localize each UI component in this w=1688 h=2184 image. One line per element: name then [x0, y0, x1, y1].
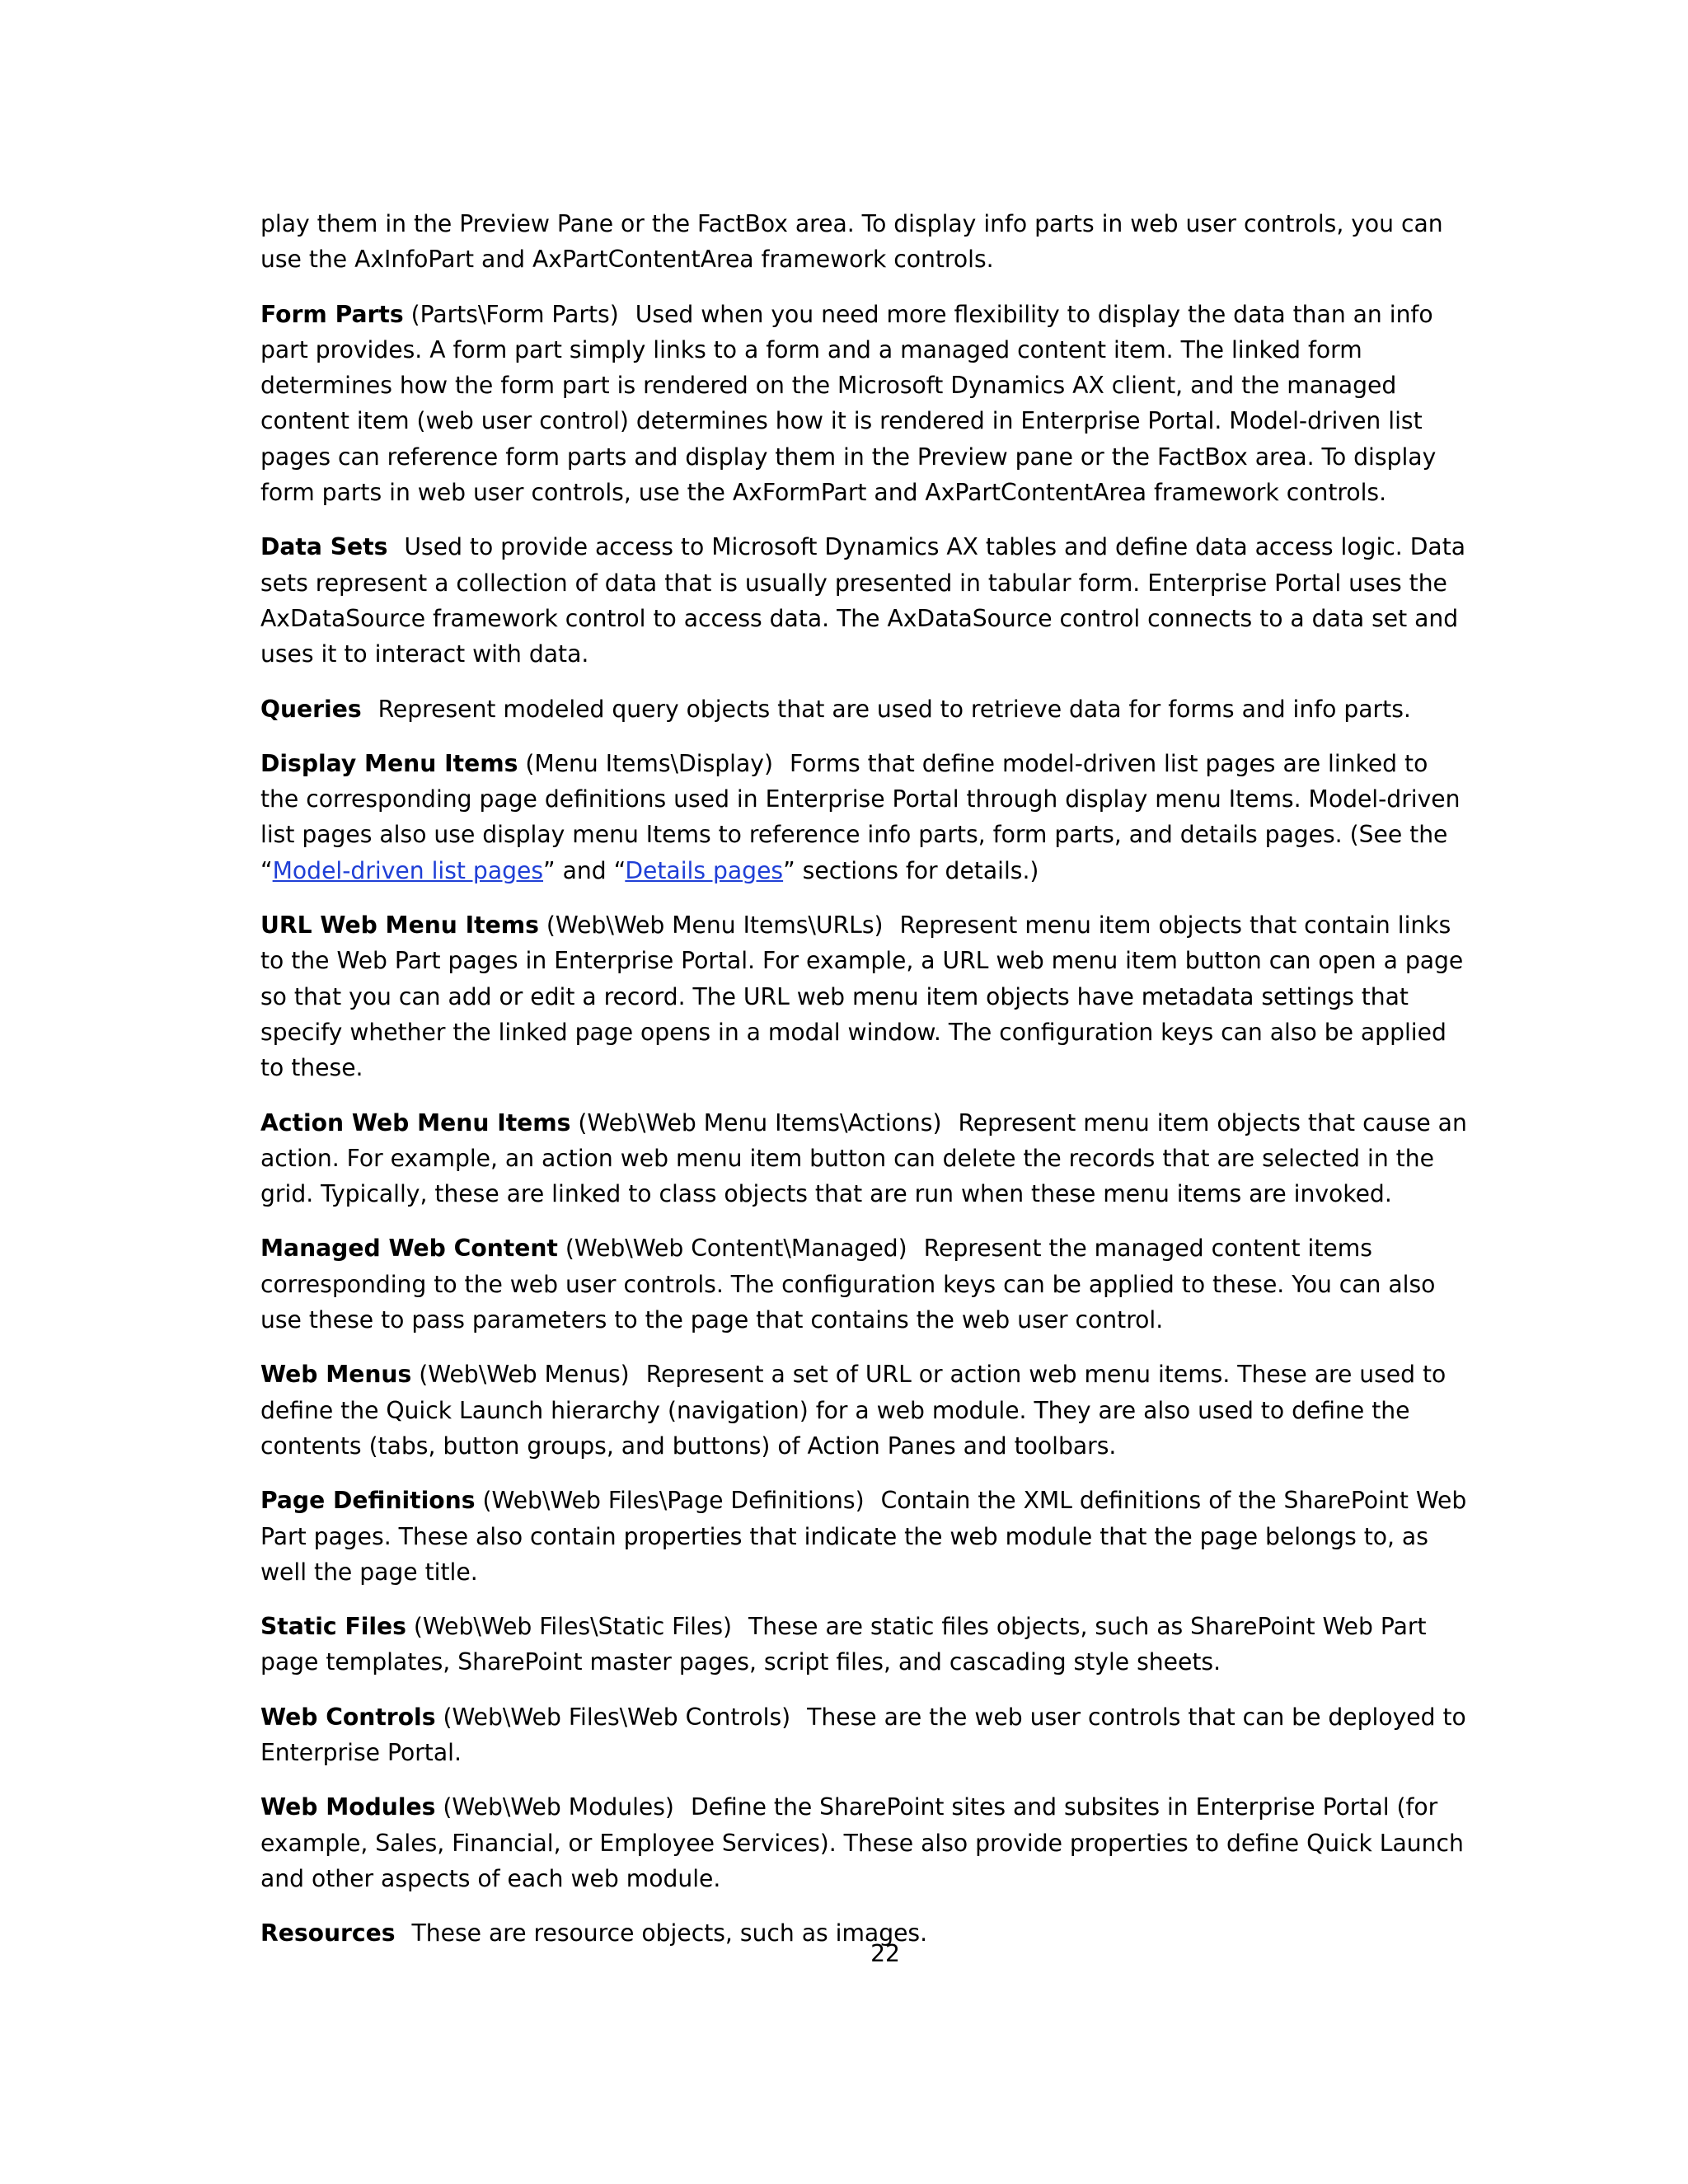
entry-term: Web Controls: [260, 1703, 436, 1731]
entry-path: (Menu Items\Display): [525, 749, 773, 777]
entry-term: Web Modules: [260, 1793, 436, 1821]
entry-path: (Web\Web Files\Static Files): [413, 1613, 733, 1641]
entry-description: Represent a set of URL or action web menu items. These are used to define the Quick Launch hierarchy (navigation) for a web module. They are also used to define the contents (tabs, button groups, and buttons) of Action Panes and toolbars.: [260, 1361, 1447, 1460]
entry-static-files: [260, 1609, 1472, 1680]
entry-web-menus: [260, 1357, 1472, 1464]
entry-term: Data Sets: [260, 533, 388, 561]
entry-term: Resources: [260, 1919, 396, 1947]
entry-term: Static Files: [260, 1613, 406, 1641]
entry-path: (Web\Web Files\Page Definitions): [482, 1487, 865, 1515]
entry-description: Represent the managed content items corresponding to the web user controls. The configuration keys can be applied to these. You can also use these to pass parameters to the page that contains the web user control.: [260, 1235, 1436, 1334]
details-pages-link[interactable]: Details pages: [625, 856, 784, 884]
entry-form-parts: [260, 297, 1472, 511]
entry-description: Represent menu item objects that cause an action. For example, an action web menu item button can delete the records that are selected in the grid. Typically, these are linked to class objects that are run when these menu items are invoked.: [260, 1108, 1467, 1208]
entry-path: (Parts\Form Parts): [410, 300, 619, 328]
intro-text: play them in the Preview Pane or the FactBox area. To display info parts in web user controls, you can use the AxInfoPart and AxPartContentArea framework controls.: [260, 210, 1443, 274]
page-number: 22: [870, 1940, 900, 1967]
entry-term: Managed Web Content: [260, 1235, 558, 1263]
entry-term: Web Menus: [260, 1361, 412, 1389]
entry-managed-web-content: [260, 1230, 1472, 1338]
entry-description-end: ” sections for details.): [783, 856, 1039, 884]
entry-term: Action Web Menu Items: [260, 1108, 571, 1137]
entry-description: Used when you need more flexibility to display the data than an info part provides. A form part simply links to a form and a managed content item. The linked form determines how the form part is rendered on the Microsoft Dynamics AX client, and the managed content item (web user control) determines how it is rendered in Enterprise Portal. Model-driven list pages can reference form parts and display them in the Preview pane or the FactBox area. To display form parts in web user controls, use the AxFormPart and AxPartContentArea framework controls.: [260, 300, 1437, 507]
entry-description-middle: ” and “: [543, 856, 626, 884]
entry-action-web-menu-items: [260, 1105, 1472, 1212]
entry-description: Contain the XML definitions of the SharePoint Web Part pages. These also contain properties that indicate the web module that the page belongs to, as well the page title.: [260, 1487, 1467, 1586]
entry-data-sets: [260, 529, 1472, 672]
entry-description: These are static files objects, such as SharePoint Web Part page templates, SharePoint master pages, script files, and cascading style sheets.: [260, 1613, 1427, 1676]
entry-page-definitions: [260, 1483, 1472, 1590]
entry-web-controls: [260, 1699, 1472, 1771]
entry-description: Represent modeled query objects that are used to retrieve data for forms and info parts.: [377, 695, 1411, 723]
document-body: [260, 206, 1472, 1970]
entry-description: These are the web user controls that can be deployed to Enterprise Portal.: [260, 1703, 1466, 1766]
entry-web-modules: [260, 1789, 1472, 1896]
intro-paragraph: [260, 206, 1472, 278]
model-driven-list-pages-link[interactable]: Model-driven list pages: [272, 856, 544, 884]
entry-queries: [260, 691, 1472, 727]
entry-description: Forms that define model-driven list pages are linked to the corresponding page definitions used in Enterprise Portal through display menu Items. Model-driven list pages also use display menu Items to reference info parts, form parts, and details pages. (See the “: [260, 749, 1461, 884]
entry-term: Display Menu Items: [260, 749, 518, 777]
entry-path: (Web\Web Menu Items\URLs): [546, 912, 884, 940]
entry-description: Define the SharePoint sites and subsites in Enterprise Portal (for example, Sales, Financial, or Employee Services). These also provide properties to define Quick Launch and other aspects of each web module.: [260, 1793, 1464, 1892]
entry-path: (Web\Web Files\Web Controls): [443, 1703, 791, 1731]
entry-path: (Web\Web Content\Managed): [565, 1235, 907, 1263]
entry-description: Represent menu item objects that contain links to the Web Part pages in Enterprise Portal. For example, a URL web menu item button can open a page so that you can add or edit a record. The URL web menu item objects have metadata settings that specify whether the linked page opens in a modal window. The configuration keys can also be applied to these.: [260, 912, 1464, 1082]
entry-description: These are resource objects, such as images.: [411, 1919, 928, 1947]
entry-path: (Web\Web Menu Items\Actions): [578, 1108, 942, 1137]
entry-display-menu-items: [260, 746, 1472, 888]
entry-path: (Web\Web Menus): [419, 1361, 630, 1389]
entry-description: Used to provide access to Microsoft Dynamics AX tables and define data access logic. Data sets represent a collection of data that is usually presented in tabular form. Enterprise Portal uses the AxDataSource framework control to access data. The AxDataSource control connects to a data set and uses it to interact with data.: [260, 533, 1466, 668]
entry-term: Page Definitions: [260, 1487, 476, 1515]
entry-term: Queries: [260, 695, 362, 723]
entry-url-web-menu-items: [260, 907, 1472, 1085]
entry-term: Form Parts: [260, 300, 404, 328]
entry-term: URL Web Menu Items: [260, 912, 539, 940]
entry-path: (Web\Web Modules): [443, 1793, 674, 1821]
